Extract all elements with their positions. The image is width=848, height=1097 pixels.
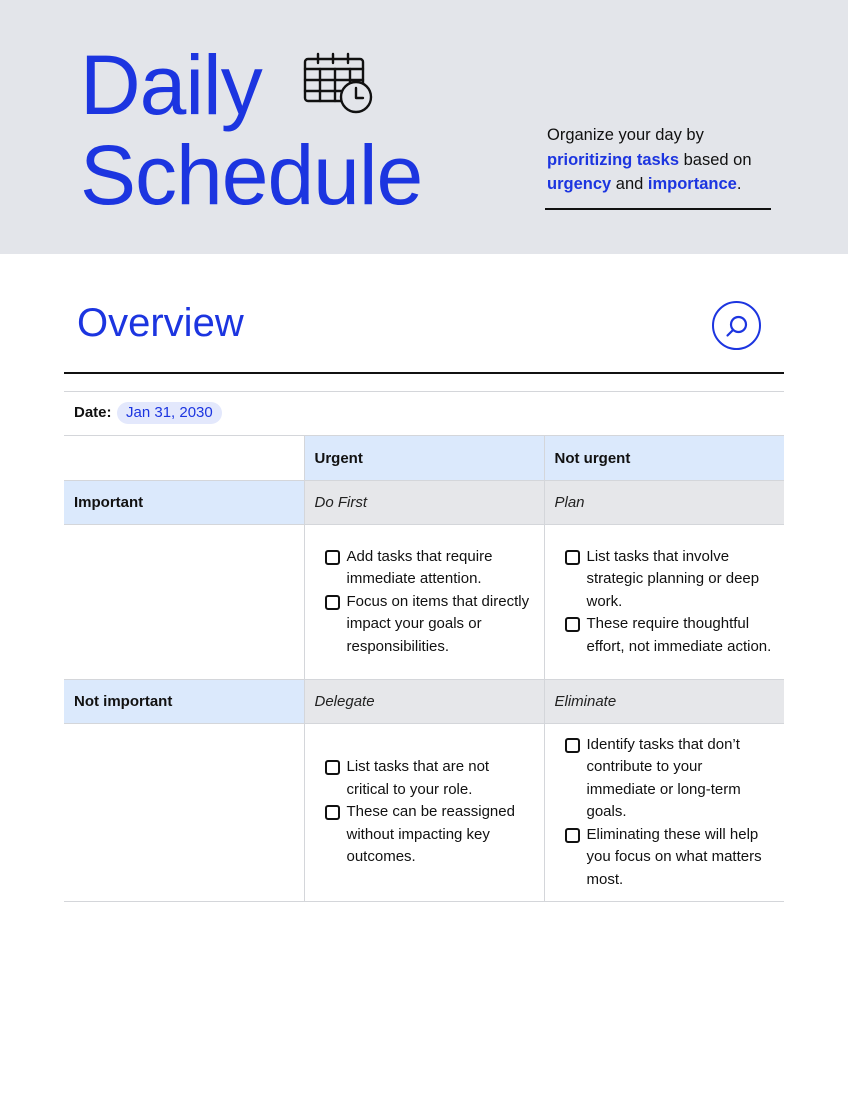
task-text: Eliminating these will help you focus on what matters most. (586, 825, 762, 888)
intro-part: and (611, 175, 648, 193)
task-list (555, 734, 775, 892)
thin-divider (64, 391, 784, 392)
row-header-not-important: Not important (64, 680, 304, 724)
quadrant-plan (544, 525, 784, 680)
row-header-important: Important (64, 481, 304, 525)
task-text: List tasks that are not critical to your role. (346, 758, 490, 798)
task-checkbox[interactable] (565, 738, 580, 753)
task-text: List tasks that involve strategic planning or deep work. (586, 547, 760, 610)
task-checkbox[interactable] (565, 550, 580, 565)
header-banner (0, 0, 848, 254)
title-line-1: Daily (80, 38, 262, 132)
intro-part: . (736, 175, 742, 193)
matrix-corner (64, 436, 304, 481)
matrix-row-not-important (64, 680, 784, 724)
priority-matrix (64, 435, 784, 902)
task-checkbox[interactable] (325, 595, 340, 610)
intro-divider (545, 208, 771, 210)
quadrant-do-first (304, 525, 544, 680)
task-checkbox[interactable] (325, 550, 340, 565)
task-text: Focus on items that directly impact your goals or responsibilities. (346, 592, 530, 655)
intro-highlight: prioritizing tasks (547, 150, 680, 169)
task-item (555, 546, 775, 614)
calendar-clock-icon (302, 52, 374, 116)
task-item (555, 824, 775, 892)
quadrant-eliminate (544, 724, 784, 902)
matrix-row-not-important-tasks (64, 724, 784, 902)
col-header-not-urgent: Not urgent (544, 436, 784, 481)
task-item (315, 591, 534, 659)
intro-highlight: importance (647, 175, 737, 193)
intro-highlight: urgency (547, 175, 612, 193)
search-icon (725, 314, 749, 338)
quadrant-title-eliminate: Eliminate (544, 680, 784, 724)
quadrant-delegate (304, 724, 544, 902)
matrix-header-row (64, 436, 784, 481)
title-line-2: Schedule (80, 128, 423, 222)
section-divider (64, 372, 784, 374)
section-title: Overview (77, 301, 244, 345)
task-text: These require thoughtful effort, not immediate action. (586, 615, 772, 655)
task-item (555, 613, 775, 658)
quadrant-title-do-first: Do First (304, 481, 544, 525)
task-text: Add tasks that require immediate attention. (346, 547, 493, 588)
task-item (315, 756, 534, 801)
task-checkbox[interactable] (325, 760, 340, 775)
date-label: Date: (74, 404, 112, 421)
task-checkbox[interactable] (325, 805, 340, 820)
date-value[interactable]: Jan 31, 2030 (117, 402, 222, 424)
task-list (555, 546, 775, 659)
task-checkbox[interactable] (565, 617, 580, 632)
empty-cell (64, 525, 304, 680)
task-text: These can be reassigned without impacting key outcomes. (346, 803, 515, 866)
col-header-urgent: Urgent (304, 436, 544, 481)
task-list (315, 546, 534, 659)
task-item (315, 546, 534, 591)
matrix-row-important-tasks (64, 525, 784, 680)
intro-part: Organize your day by (547, 126, 704, 144)
task-item (315, 801, 534, 869)
task-text: Identify tasks that don’t contribute to your immediate or long-term goals. (586, 735, 741, 821)
task-item (555, 734, 775, 824)
intro-text (547, 123, 787, 197)
search-button[interactable] (712, 301, 761, 350)
quadrant-title-delegate: Delegate (304, 680, 544, 724)
empty-cell (64, 724, 304, 902)
quadrant-title-plan: Plan (544, 481, 784, 525)
matrix-row-important (64, 481, 784, 525)
task-list (315, 756, 534, 869)
task-checkbox[interactable] (565, 828, 580, 843)
intro-part: based on (679, 150, 752, 169)
